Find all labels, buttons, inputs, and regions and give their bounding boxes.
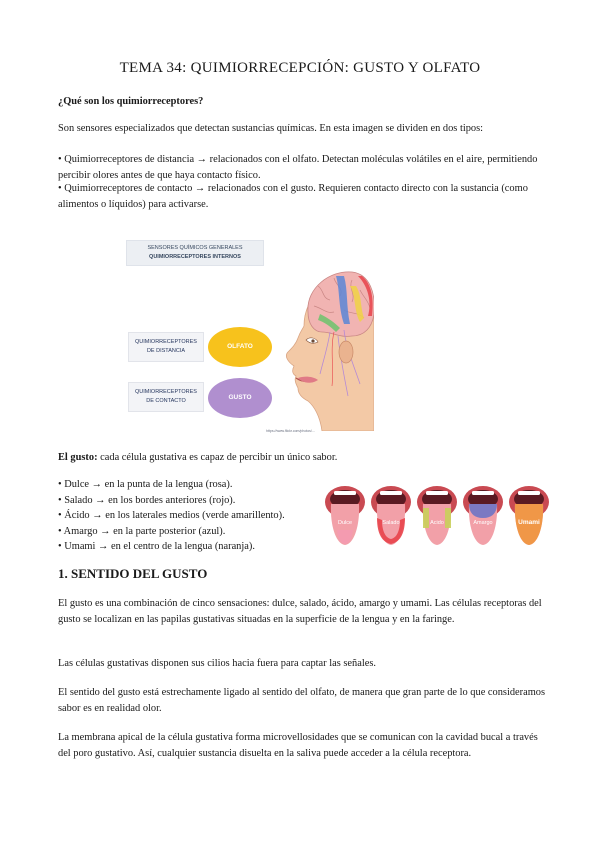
gusto-intro: [58, 450, 548, 466]
tongue-label-acido: Acido: [430, 520, 444, 526]
figure-credit: https://www.flickr.com/photos/...: [266, 429, 315, 433]
flavor-amargo: • Amargo → en la parte posterior (azul).: [58, 526, 226, 537]
intro-paragraph: Son sensores especializados que detectan sustancias químicas. En esta imagen se dividen en dos tipos:: [58, 123, 484, 134]
distance-box: [128, 332, 204, 362]
flavor-salado: • Salado → en los bordes anteriores (rojo).: [58, 495, 236, 506]
contact-box-line2: DE CONTACTO: [146, 398, 186, 404]
question-heading: ¿Qué son los quimiorreceptores?: [58, 96, 204, 107]
tongue-umami: [509, 486, 549, 545]
tongue-flavor-figure: [322, 482, 554, 548]
bullet-distance: • Quimiorreceptores de distancia → relacionados con el olfato. Detectan moléculas volátiles en el aire, permitiendo percibir olores antes de que haya contacto físico.: [58, 154, 538, 181]
page-title: TEMA 34: QUIMIORRECEPCIÓN: GUSTO Y OLFATO: [119, 60, 481, 76]
flavor-acido: • Ácido → en los laterales medios (verde amarillento).: [58, 510, 285, 521]
contact-box-line1: QUIMIORRECEPTORES: [135, 389, 197, 395]
bullet-contact: • Quimiorreceptores de contacto → relacionados con el gusto. Requieren contacto directo con la sustancia (como alimentos o líquidos) para activarse.: [58, 183, 528, 210]
section1-title: 1. SENTIDO DEL GUSTO: [58, 566, 208, 581]
paragraph-1: El gusto es una combinación de cinco sensaciones: dulce, salado, ácido, amargo y umami. Las células receptoras del gusto se localizan en las papilas gustativas situadas en la superficie de la lengua y en la faringe.: [58, 598, 542, 625]
figure-header-line2: QUIMIORRECEPTORES INTERNOS: [149, 254, 241, 260]
figure-header: [126, 240, 264, 266]
tongue-label-umami: Umami: [518, 519, 540, 526]
chemoreceptor-figure: [124, 236, 374, 436]
gusto-oval: GUSTO: [208, 378, 272, 418]
tongue-label-dulce: Dulce: [337, 520, 353, 526]
tongue-label-salado: Salado: [382, 520, 400, 526]
figure-header-line1: SENSORES QUÍMICOS GENERALES: [147, 245, 243, 251]
tongue-salado: [371, 486, 411, 545]
contact-box: [128, 382, 204, 412]
paragraph-4: La membrana apical de la célula gustativa forma microvellosidades que se comunican con la cavidad bucal a través del poro gustativo. Así, cualquier sustancia disuelta en la saliva puede acceder a la célula receptora.: [58, 732, 538, 759]
gusto-intro-text: cada célula gustativa es capaz de percibir un único sabor.: [97, 452, 338, 463]
paragraph-2: Las células gustativas disponen sus cilios hacia fuera para captar las señales.: [58, 658, 376, 669]
olfato-oval: OLFATO: [208, 327, 272, 367]
tongue-amargo: [463, 486, 503, 545]
tongue-label-amargo: Amargo: [473, 520, 493, 526]
gusto-intro-label: El gusto:: [58, 452, 98, 463]
flavor-umami: • Umami → en el centro de la lengua (naranja).: [58, 541, 255, 552]
head-brain-illustration: [274, 266, 374, 431]
tongue-acido: [417, 486, 457, 545]
distance-box-line1: QUIMIORRECEPTORES: [135, 339, 197, 345]
tongue-dulce: [325, 486, 365, 545]
flavor-dulce: • Dulce → en la punta de la lengua (rosa).: [58, 479, 233, 490]
distance-box-line2: DE DISTANCIA: [146, 348, 186, 354]
paragraph-3: El sentido del gusto está estrechamente ligado al sentido del olfato, de manera que gran parte de lo que consideramos sabor es en realidad olor.: [58, 687, 546, 714]
